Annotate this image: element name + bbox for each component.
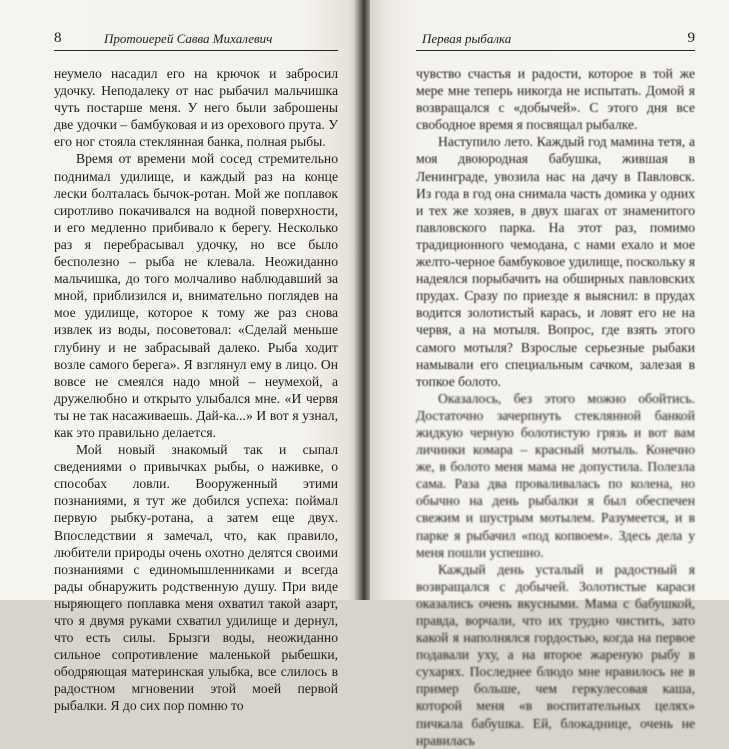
paragraph: Оказалось, без этого можно обойтись. Достаточно зачерпнуть стеклянной банкой жидкую черную болотистую грязь и вот вам личинки комара – красный мотыль. Конечно же, в болото меня мама не допустила. Полезла сама. Раза два проваливалась по колена, но обычно на день рыбалки я был обеспечен свежим и шустрым мотылем. Разумеется, и в парке я рыбачил «под копвоем». Здесь дела у меня пошли успешно. [416, 390, 695, 560]
paragraph: Мой новый знакомый так и сыпал сведениями о привычках рыбы, о наживке, о способах ловли. Вооруженный этими познаниями, я тут же добился успеха: поймал первую рыбку-ротана, а затем еще двух. Впоследствии я замечал, что, как правило, любители природы очень охотно делятся своими познаниями с единомышленниками и всегда рады обнаружить родственную душу. При виде ныряющего поплавка меня охватил такой азарт, что я двумя руками схватил удилище и дернул, что есть силы. Брызги воды, неожиданно сильное сопротивление маленькой рыбешки, ободряющая материнская улыбка, все слилось в радостном мгновении этой моей первой рыбалки. Я до сих пор помню то [54, 442, 338, 714]
paragraph: неумело насадил его на крючок и забросил удочку. Неподалеку от нас рыбачил мальчишка чуть постарше меня. У него были заброшены две удочки – бамбуковая и из орехового прута. У его ног стояла стеклянная банка, полная рыбы. [54, 66, 338, 150]
paragraph: Каждый день усталый и радостный я возвращался с добычей. Золотистые караси оказались очень вкусными. Мама с бабушкой, правда, ворчали, что их трудно чистить, зато какой я наполнялся гордостью, когда на первое подавали уху, а на второе жареную рыбу в сухарях. Последнее блюдо мне нравилось не в пример больше, чем геркулесовая каша, которой меня «в воспитательных целях» пичкала бабушка. Ей, блокаднице, очень не нравилась [416, 561, 695, 748]
left-running-title: Протоиерей Савва Михалевич [104, 31, 273, 46]
left-page [0, 0, 358, 714]
right-page-number: 9 [687, 30, 695, 46]
left-running-head [54, 30, 338, 51]
paragraph: Наступило лето. Каждый год мамина тетя, а моя двоюродная бабушка, жившая в Ленинграде, увозила нас на дачу в Павловск. Из года в год она снимала часть домика у одних и тех же хозяев, в двух шагах от знаменитого павловского парка. На этот раз, помимо традиционного чемодана, с нами ехало и мое желто-черное бамбуковое удилище, поскольку я надеялся порыбачить на обширных павловских прудах. Сразу по приезде я выяснил: в прудах водится золотистый карась, и ловят его не на червя, а на мотыля. Вопрос, где взять этого самого мотыля? Взрослые серьезные рыбаки намывали его специальным сачком, залезая в топкое болото. [416, 134, 695, 389]
right-body-text [416, 65, 695, 749]
right-running-title: Первая рыбалка [422, 31, 512, 46]
right-running-head [416, 30, 695, 51]
paragraph: чувство счастья и радости, которое в той же мере мне теперь никогда не испытать. Домой я возвращался с «добычей». С этого дня все свободное время я посвящал рыбалке. [416, 66, 695, 133]
left-body-text [54, 65, 338, 715]
left-page-number: 8 [54, 30, 62, 46]
paragraph: Время от времени мой сосед стремительно поднимал удилище, и каждый раз на конце лески болталась бычок-ротан. Мой же поплавок сиротливо покачивался на водной поверхности, и его медленно прибивало к берегу. Несколько раз я перебрасывал удочку, но все было бесполезно – рыба не клевала. Неожиданно мальчишка, до того молчаливо наблюдавший за мной, приблизился и, внимательно поглядев на мое удилище, которое к тому же раз снова извлек из воды, посоветовал: «Сделай меньше глубину и не забрасывай далеко. Рыба ходит возле самого берега». Я взглянул ему в лицо. Он вовсе не смеялся надо мной – неумехой, а дружелюбно и открыто улыбался мне. «И червя ты не так насаживаешь. Дай-ка...» И вот я узнал, как это правильно делается. [54, 151, 338, 440]
right-page [370, 0, 729, 748]
